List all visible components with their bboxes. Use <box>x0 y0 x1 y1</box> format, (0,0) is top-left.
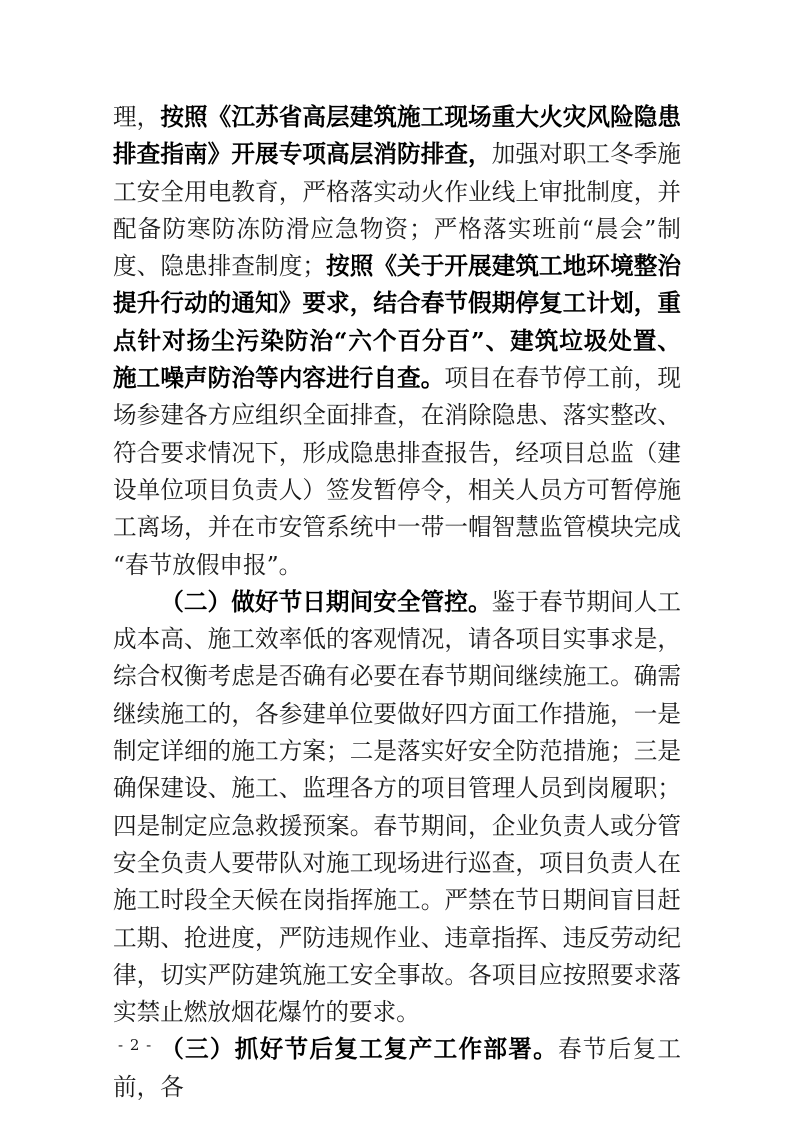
document-body <box>113 99 681 1106</box>
paragraph <box>113 584 681 1032</box>
page-number: - 2 - <box>118 1036 153 1054</box>
text-run: 春节后复工前，各 <box>113 1035 682 1101</box>
text-run: 鉴于春节期间人工成本高、施工效率低的客观情况，请各项目实事求是，综合权衡考虑是否确有必要在春节期间继续施工。确需继续施工的，各参建单位要做好四方面工作措施，一是制定详细的施工方案；二是落实好安全防范措施；三是确保建设、施工、监理各方的项目管理人员到岗履职；四是制定应急救援预案。春节期间，企业负责人或分管安全负责人要带队对施工现场进行巡查，项目负责人在施工时段全天候在岗指挥施工。严禁在节日期间盲目赶工期、抢进度，严防违规作业、违章指挥、违反劳动纪律，切实严防建筑施工安全事故。各项目应按照要求落实禁止燃放烟花爆竹的要求。 <box>113 587 682 1027</box>
text-run: 项目在春节停工前，现场参建各方应组织全面排查，在消除隐患、落实整改、符合要求情况下，形成隐患排查报告，经项目总监（建设单位项目负责人）签发暂停令，相关人员方可暂停施工离场，并在市安管系统中一带一帽智慧监管模块完成“春节放假申报”。 <box>113 364 682 579</box>
emphasis-text-run: 按照《江苏省高层建筑施工现场重大火灾风险隐患排查指南》开展专项高层消防排查， <box>113 103 682 169</box>
text-run: 理， <box>113 103 161 131</box>
paragraph <box>113 1031 681 1106</box>
text-run: 加强对职工冬季施工安全用电教育，严格落实动火作业线上审批制度，并配备防寒防冻防滑应急物资；严格落实班前“晨会”制度、隐患排查制度； <box>113 140 682 281</box>
emphasis-text-run: 按照《关于开展建筑工地环境整治提升行动的通知》要求，结合春节假期停复工计划，重点针对扬尘污染防治“六个百分百”、建筑垃圾处置、施工噪声防治等内容进行自查。 <box>113 252 681 393</box>
emphasis-text-run: （三）抓好节后复工复产工作部署。 <box>160 1035 558 1064</box>
paragraph <box>113 99 681 584</box>
emphasis-text-run: （二）做好节日期间安全管控。 <box>160 587 492 616</box>
